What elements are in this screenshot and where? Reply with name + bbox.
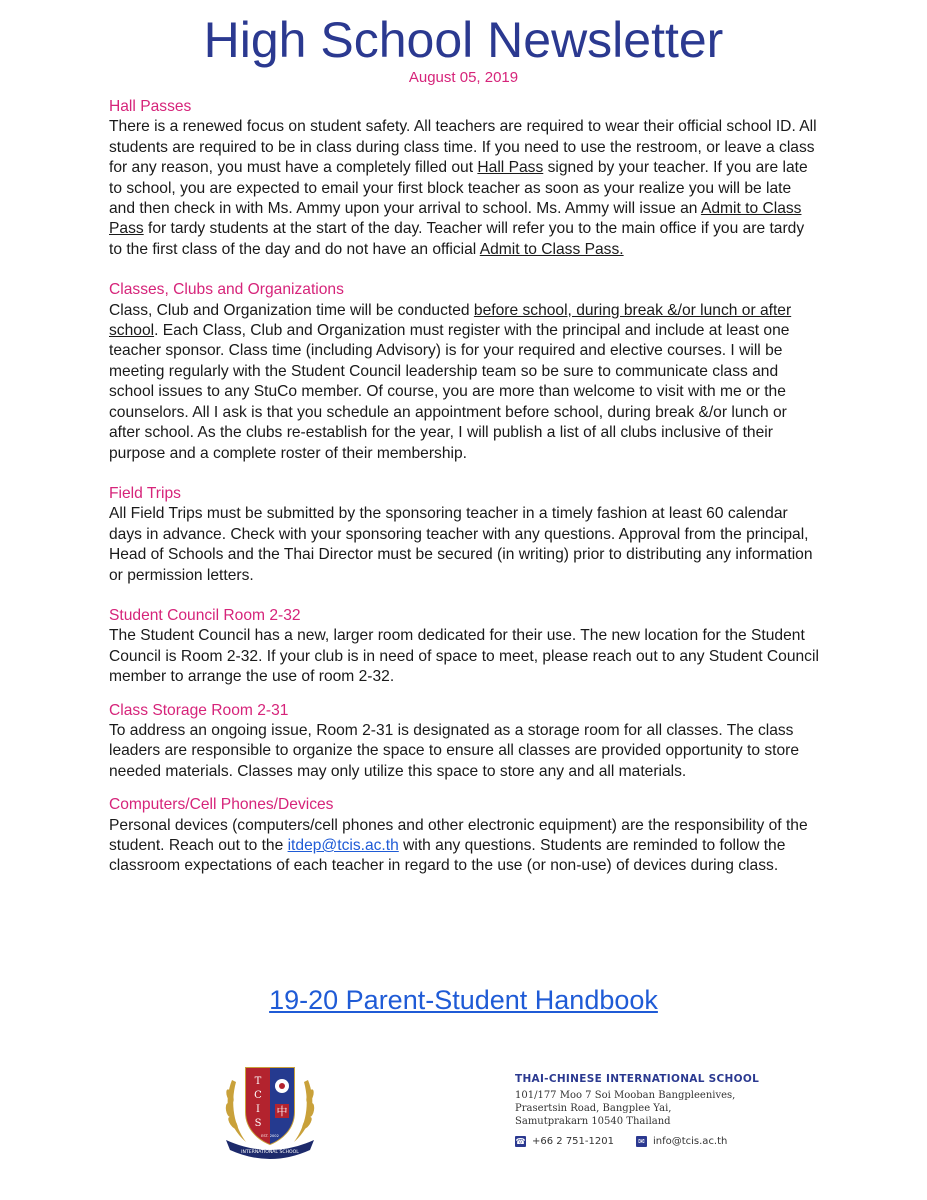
newsletter-section xyxy=(109,97,821,260)
phone-number: +66 2 751-1201 xyxy=(532,1136,614,1147)
email-link[interactable]: itdep@tcis.ac.th xyxy=(287,837,399,854)
newsletter-section xyxy=(109,484,821,586)
svg-text:I: I xyxy=(256,1104,260,1115)
school-name: THAI-CHINESE INTERNATIONAL SCHOOL xyxy=(515,1073,760,1085)
section-body xyxy=(109,721,821,782)
svg-text:S: S xyxy=(254,1118,262,1129)
handbook-link[interactable]: 19-20 Parent-Student Handbook xyxy=(269,985,658,1015)
email-icon: ✉ xyxy=(636,1136,647,1147)
body-text: There is a renewed focus on student safety. All teachers are required to wear their official school ID. All students are required to be in class during class time. If you need to use the restroom, or leave a class for any reason, you must have a completely filled out xyxy=(109,118,817,177)
address-line: Prasertsin Road, Bangplee Yai, xyxy=(515,1103,672,1114)
section-body xyxy=(109,816,821,877)
body-text: Personal devices (computers/cell phones and other electronic equipment) are the responsibility of the student. Reach out to the xyxy=(109,816,808,854)
svg-text:EST. 2002: EST. 2002 xyxy=(261,1134,279,1138)
svg-text:T: T xyxy=(254,1076,262,1087)
address-line: 101/177 Moo 7 Soi Mooban Bangpleenives, xyxy=(515,1090,736,1101)
school-address xyxy=(515,1089,775,1128)
section-body xyxy=(109,301,821,464)
email-address: info@tcis.ac.th xyxy=(652,1136,728,1147)
newsletter-section xyxy=(109,606,821,688)
underlined-text: before school, during break &/or lunch or after school xyxy=(109,301,792,340)
section-heading: Classes, Clubs and Organizations xyxy=(109,281,344,299)
phone-icon: ☎ xyxy=(515,1137,526,1146)
svg-text:C: C xyxy=(254,1090,262,1101)
body-text: for tardy students at the start of the day. Teacher will refer you to the main office if you are tardy to the first class of the day and do not have an official xyxy=(109,220,805,258)
body-text: with any questions. Students are reminded to follow the classroom expectations of each teacher in regard to the use (or non-use) of devices during class. xyxy=(109,837,786,875)
underlined-text: Admit to Class Pass xyxy=(109,200,802,238)
underlined-text: Admit to Class Pass. xyxy=(479,240,624,258)
section-heading: Field Trips xyxy=(109,484,181,502)
newsletter-section xyxy=(109,280,821,464)
newsletter-section xyxy=(109,701,821,783)
section-heading: Student Council Room 2-32 xyxy=(109,606,301,624)
newsletter-date: August 05, 2019 xyxy=(408,69,519,86)
body-text: Class, Club and Organization time will be conducted xyxy=(109,301,474,319)
contact-row xyxy=(515,1136,775,1147)
section-heading: Computers/Cell Phones/Devices xyxy=(109,796,334,814)
section-heading: Class Storage Room 2-31 xyxy=(109,701,289,719)
body-text: All Field Trips must be submitted by the sponsoring teacher in a timely fashion at least 60 calendar days in advance. Check with your sponsoring teacher with any questions. Approval from the principal, Head of Schools and the Thai Director must be secured (in writing) prior to distributing any information or permission letters. xyxy=(109,505,813,584)
section-body xyxy=(109,626,821,687)
page-title: High School Newsletter xyxy=(203,12,724,68)
body-text: The Student Council has a new, larger room dedicated for their use. The new location for the Student Council is Room 2-32. If your club is in need of space to meet, please reach out to any Student Council member to arrange the use of room 2-32. xyxy=(109,627,819,686)
body-text: signed by your teacher. If you are late to school, you are expected to email your first block teacher as soon as your realize you will be late and then check in with Ms. Ammy upon your arrival to school. Ms. Ammy will issue an xyxy=(109,159,808,218)
section-heading: Hall Passes xyxy=(109,98,192,115)
body-text: . Each Class, Club and Organization must register with the principal and include at least one teacher sponsor. Class time (including Advisory) is for your required and elective courses. I will be meeting regularly with the Student Council leadership team so be sure to communicate class and school issues to any StuCo member. Of course, you are more than welcome to visit with me or the counselors. All I ask is that you schedule an appointment before school, during break &/or lunch or after school. As the clubs re-establish for the year, I will publish a list of all clubs inclusive of their purpose and a complete roster of their membership. xyxy=(109,322,790,462)
school-crest-logo xyxy=(218,1060,322,1160)
svg-text:INTERNATIONAL SCHOOL: INTERNATIONAL SCHOOL xyxy=(241,1150,299,1155)
address-line: Samutprakarn 10540 Thailand xyxy=(515,1116,671,1127)
body-text: To address an ongoing issue, Room 2-31 is designated as a storage room for all classes. The class leaders are responsible to organize the space to ensure all classes are provided opportunity to store needed materials. Classes may only utilize this space to store any and all materials. xyxy=(109,721,799,780)
school-contact-block xyxy=(515,1073,775,1147)
svg-text:中: 中 xyxy=(276,1105,288,1118)
underlined-text: Hall Pass xyxy=(477,159,544,177)
newsletter-content xyxy=(109,97,821,897)
section-body xyxy=(109,504,821,586)
section-body xyxy=(109,117,821,260)
newsletter-section xyxy=(109,795,821,877)
